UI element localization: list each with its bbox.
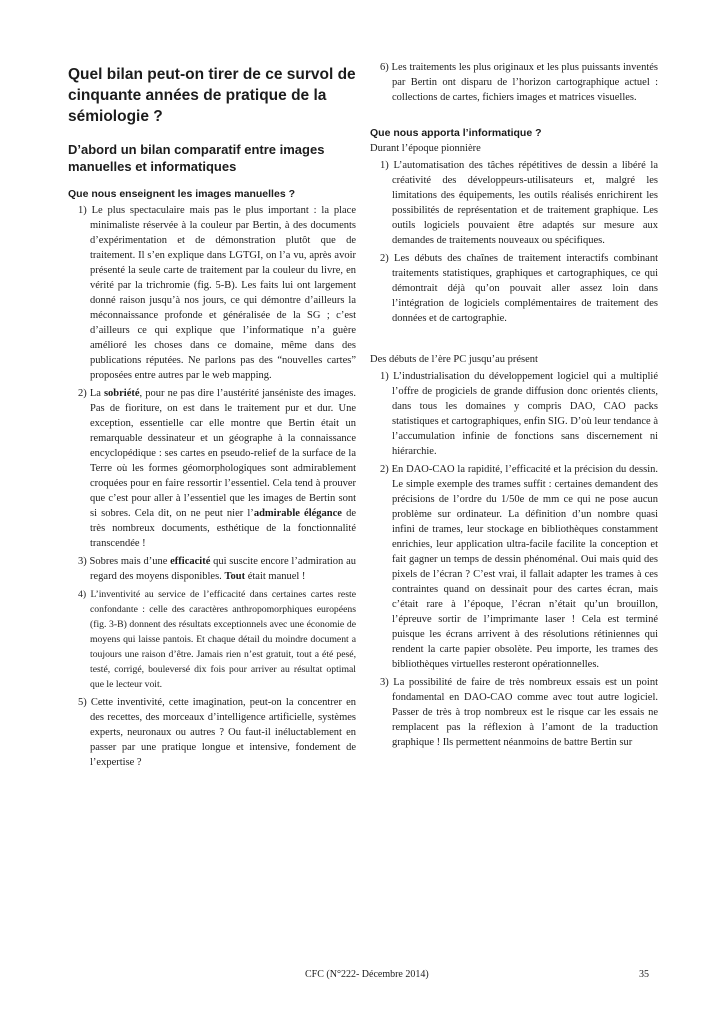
- list-item-3: 3) Sobres mais d’une efficacité qui suscite encore l’admiration au regard des moyens disponibles. Tout était manuel !: [78, 556, 356, 582]
- pc-era-item-1: 1) L’industrialisation du développement logiciel qui a multiplié l’offre de progiciels de grande diffusion donc orientés clients, dans tous les domaines y compris DAO, CAO packs statistiques et cartographiques, enfin SIG. D’où leur tendance à l’accumulation infinie de fonctions sans discernement ni hiérarchie.: [380, 371, 658, 457]
- emphasis-efficacite: efficacité: [170, 556, 211, 567]
- emphasis-sobriete: sobriété: [103, 388, 140, 399]
- pioneer-item-1: 1) L’automatisation des tâches répétitives de dessin a libéré la créativité des développeurs-utilisateurs et, malgré les limitations des équipements, les outils réalisés enrichirent les possibilités de représentation et de traitement graphique. Les outils logiciels pouvaient être adaptés sur mesure aux demandes de traitements nouveaux ou spécifiques.: [380, 160, 658, 246]
- list-item-6: 6) Les traitements les plus originaux et les plus puissants inventés par Bertin ont disparu de l’horizon cartographique actuel : collections de cartes, fichiers images et matrices visuelles.: [380, 62, 658, 103]
- pioneer-item-2: 2) Les débuts des chaînes de traitement interactifs combinant traitements statistiques, graphiques et cartographiques, ce qui démontrait déjà qu’on pouvait aller assez loin dans l’intégration de logiciels complémentaires de traitement des données et de cartographie.: [380, 253, 658, 324]
- pc-era-item-3: 3) La possibilité de faire de très nombreux essais est un point fondamental en DAO-CAO comme avec tout autre logiciel. Passer de très à trop nombreux est le risque car les essais ne remplacent pas la réflexion à l’amont de la traduction graphique ! Ils permettent néanmoins de battre Bertin sur: [380, 677, 658, 748]
- right-column: [370, 60, 658, 753]
- period-label-pc-era: Des débuts de l’ère PC jusqu’au présent: [370, 354, 538, 365]
- list-item-1: 1) Le plus spectaculaire mais pas le plus important : la place minimaliste réservée à la couleur par Bertin, à des documents d’expérimentation et de démonstration plutôt que de traitement. Il s’en explique dans LGTGI, on l’a vu, après avoir présenté la seule carte de traitement par la couleur du livre, en vérité par la trichromie (fig. 5-B). Les faits lui ont largement donné raison jusqu’à nos jours, ce qui démontre d’ailleurs la méconnaissance profonde et généralisée de la SG ; c’est d’ailleurs ce qui explique que l’informatique n’a guère amélioré les choses dans ce domaine, même dans des publications réputées. Ne parlons pas des “nouvelles cartes” proposées entre autres par le web mapping.: [78, 205, 356, 381]
- list-item-5: 5) Cette inventivité, cette imagination, peut-on la concentrer en des recettes, des morceaux d’intelligence artificielle, systèmes experts, neuronaux ou autres ? Ou faut-il inéluctablement en passer par une pratique longue et intensive, fondement de l’expertise ?: [78, 697, 356, 768]
- emphasis-tout: Tout: [224, 571, 246, 582]
- list-item-2: 2) La sobriété, pour ne pas dire l’austérité janséniste des images. Pas de fioriture, on est dans le traitement pur et dur. Une exception, essentielle car elle montre que Bertin était un remarquable dessinateur et un géographe à la connaissance encyclopédique : ses cartes en pseudo-relief de la surface de la Terre où les formes géomorphologiques sont admirablement croquées pour en faire ressortir l’essentiel. Cela tend à prouver que c’est pour aller à l’essentiel que les images de Bertin sont si sobres. Cela dit, on ne peut nier l’admirable élégance de très nombreux documents, esthétique de la fonctionnalité transcendée !: [78, 388, 356, 549]
- article-subtitle: D’abord un bilan comparatif entre images manuelles et informatiques: [68, 142, 325, 174]
- small-print-note: Jamais rien n’est gratuit, tout a été pesé, testé, corrigé, bouleversé dix fois pour arriver au résultat optimal que le lecteur voit.: [90, 649, 357, 690]
- page-number: 35: [639, 969, 649, 980]
- period-label-pioneer: Durant l’époque pionnière: [370, 143, 481, 154]
- section-heading-manual-images: Que nous enseignent les images manuelles ?: [68, 188, 295, 200]
- left-column: [68, 60, 356, 773]
- section-heading-informatique: Que nous apporta l’informatique ?: [370, 127, 542, 139]
- article-title: Quel bilan peut-on tirer de ce survol de cinquante années de pratique de la sémiologie ?: [68, 66, 356, 125]
- list-item-4: 4) L’inventivité au service de l’efficacité dans certaines cartes reste confondante : celle des caractères anthropomorphiques européens (fig. 3-B) donnent des résultats exceptionnels avec une économie de moyens qui laisse pantois. Et chaque détail du moindre document a toujours une raison d’être. Jamais rien n’est gratuit, tout a été pesé, testé, corrigé, bouleversé dix fois pour arriver au résultat optimal que le lecteur voit.: [78, 589, 357, 690]
- emphasis-admirable-elegance: admirable élégance: [253, 508, 342, 519]
- journal-citation: CFC (N°222- Décembre 2014): [305, 969, 429, 980]
- pc-era-item-2: 2) En DAO-CAO la rapidité, l’efficacité et la précision du dessin. Le simple exemple des trames suffit : certaines demandent des précisions de l’ordre du 1/50e de mm ce qui ne pose aucun problème sur ordinateur. La définition d’un nombre quasi infini de trames, leur stockage en bibliothèques constamment enrichies, leur application ultra-facile facilite la conception et fait gagner un temps de dessin phénoménal. Oui mais quid des pixels de l’écran ? C’est vrai, il fallait adapter les trames à ces contraintes quand on dessinait pour des cartes écran, mais c’était rare à l’époque, l’écran n’était qu’un brouillon, l’épreuve sortir de l’imprimante laser ! Cela est terminé puisque les écrans arrivent à des résolutions rétiniennes qui rendent la carte papier obsolète. Peu importe, les trames des bibliothèques virtuelles resteront opérationnelles.: [380, 464, 658, 670]
